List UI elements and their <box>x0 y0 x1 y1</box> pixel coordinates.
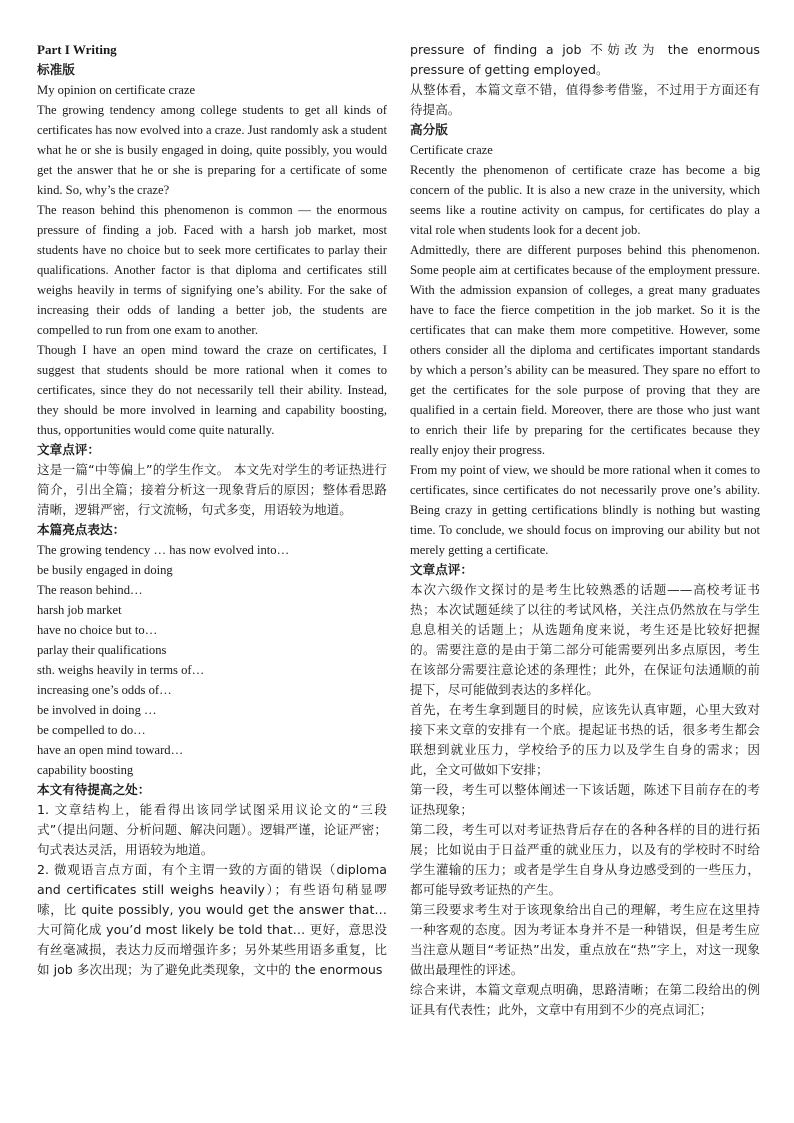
essay2-title: Certificate craze <box>410 143 493 157</box>
improvement-continuation: pressure of finding a job 不妨改为 the enormous pressure of getting employed。 <box>410 42 760 77</box>
highlight-phrase: harsh job market <box>37 603 122 617</box>
essay2-comment-paragraph-3: 第一段，考生可以整体阐述一下该话题，陈述下目前存在的考证热现象； <box>410 782 760 817</box>
essay1-paragraph-3: Though I have an open mind toward the craze on certificates, I suggest that students should be more rational when it comes to certificates, since they do not necessarily tell their ability. Instead, they should be more involved in learning and capability boosting, thus, opportunities would come quite naturally. <box>37 343 387 437</box>
essay2-comment-heading: 文章点评： <box>410 562 473 577</box>
essay1-paragraph-2: The reason behind this phenomenon is common — the enormous pressure of finding a job. Faced with a harsh job market, most students have no choice but to seek more certificates to parlay their qualifications. Another factor is that diploma and certificates still weighs heavily in terms of signifying one’s ability. For the sake of increasing their odds of landing a better job, the students are compelled to run from one exam to another. <box>37 203 387 337</box>
highlight-phrase: The growing tendency … has now evolved into… <box>37 543 290 557</box>
high-score-version-heading: 高分版 <box>410 122 448 137</box>
right-column <box>410 40 760 1020</box>
highlights-heading: 本篇亮点表达： <box>37 522 126 537</box>
essay2-comment-paragraph-2: 首先，在考生拿到题目的时候，应该先认真审题，心里大致对接下来文章的安排有一个底。提起证书热的话，很多考生都会联想到就业压力，学校给予的压力以及学生自身的需求；因此，全文可做如下安排； <box>410 702 760 777</box>
essay2-comment-paragraph-4: 第二段，考生可以对考证热背后存在的各种各样的目的进行拓展；比如说由于日益严重的就业压力，以及有的学校时不时给学生灌输的压力；或者是学生自身从身边感受到的一些压力，都可能导致考证热的产生。 <box>410 822 760 897</box>
essay2-comment-paragraph-5: 第三段要求考生对于该现象给出自己的理解，考生应在这里持一种客观的态度。因为考证本身并不是一种错误，但是考生应当注意从题目“考证热”出发，重点放在“热”字上，对这一现象做出最理性的评述。 <box>410 902 760 977</box>
highlight-phrase: have an open mind toward… <box>37 743 184 757</box>
part-title: Part I Writing <box>37 42 117 57</box>
left-column <box>37 40 387 980</box>
overall-assessment: 从整体看，本篇文章不错，值得参考借鉴，不过用于方面还有待提高。 <box>410 82 760 117</box>
highlight-phrase: be compelled to do… <box>37 723 146 737</box>
highlight-phrase: be busily engaged in doing <box>37 563 173 577</box>
highlight-phrase: sth. weighs heavily in terms of… <box>37 663 205 677</box>
essay1-title: My opinion on certificate craze <box>37 83 196 97</box>
improvement-point-1: 1. 文章结构上，能看得出该同学试图采用议论文的“三段式”（提出问题、分析问题、解决问题）。逻辑严谨，论证严密；句式表达灵活，用语较为地道。 <box>37 802 387 857</box>
highlight-phrase: capability boosting <box>37 763 134 777</box>
essay1-paragraph-1: The growing tendency among college students to get all kinds of certificates has now evolved into a craze. Just randomly ask a student what he or she is busily engaged in doing, quite possibly, you would get the answer that he or she is preparing for a certificate of some kind. So, why’s the craze? <box>37 103 387 197</box>
improvement-point-2: 2. 微观语言点方面，有个主谓一致的方面的错误（diploma and certificates still weighs heavily）；有些语句稍显啰嗦，比 quite possibly, you would get the answer that… 大可简化成 you’d most likely be told that… 更好，意思没有丝毫减损，表达力反而增强许多；另外某些用语多重复，比如 job 多次出现；为了避免此类现象，文中的 the enormous <box>37 862 387 977</box>
essay1-comment-text: 这是一篇“中等偏上”的学生作文。 本文先对学生的考证热进行简介，引出全篇；接着分析这一现象背后的原因；整体看思路清晰，逻辑严密，行文流畅，句式多变，用语较为地道。 <box>37 462 387 517</box>
essay2-paragraph-3: From my point of view, we should be more rational when it comes to certificates, since certificates do not necessarily prove one’s ability. Being crazy in getting certifications blindly is nothing but wasting time. To conclude, we should focus on improving our ability but not merely getting a certificate. <box>410 463 760 557</box>
essay2-comment-paragraph-1: 本次六级作文探讨的是考生比较熟悉的话题——高校考证书热；本次试题延续了以往的考试风格，关注点仍然放在与学生息息相关的话题上；从选题角度来说，考生还是比较好把握的。需要注意的是由于第二部分可能需要列出多点原因，考生在该部分需要注意论述的条理性；此外，在保证句法通顺的前提下，尽可能做到表达的多样化。 <box>410 582 760 697</box>
standard-version-heading: 标准版 <box>37 62 75 77</box>
essay1-comment-heading: 文章点评： <box>37 442 100 457</box>
improvement-heading: 本文有待提高之处： <box>37 782 151 797</box>
highlight-phrase: parlay their qualifications <box>37 643 167 657</box>
essay2-paragraph-1: Recently the phenomenon of certificate craze has become a big concern of the public. It is also a new craze in the university, which seems like a routine activity on campus, for certificates do play a vital role when students look for a decent job. <box>410 163 760 237</box>
essay2-comment-paragraph-6: 综合来讲，本篇文章观点明确，思路清晰；在第二段给出的例证具有代表性；此外，文章中有用到不少的亮点词汇； <box>410 982 760 1017</box>
highlight-phrase: The reason behind… <box>37 583 143 597</box>
highlight-phrase: be involved in doing … <box>37 703 157 717</box>
highlight-phrase: have no choice but to… <box>37 623 158 637</box>
highlight-phrase: increasing one’s odds of… <box>37 683 172 697</box>
essay2-paragraph-2: Admittedly, there are different purposes behind this phenomenon. Some people aim at certificates because of the employment pressure. With the admission expansion of colleges, a great many graduates have to face the fierce competition in the job market. So it is the certificates that can make them more competitive. However, some others consider all the diploma and certificates important standards by which a person’s ability can be measured. They spare no effort to get the certificates for the sole purpose of proving that they are qualified in a certain field. Moreover, there are those who just want to enrich their life by preparing for the certificates because they really enjoy their progress. <box>410 243 760 457</box>
